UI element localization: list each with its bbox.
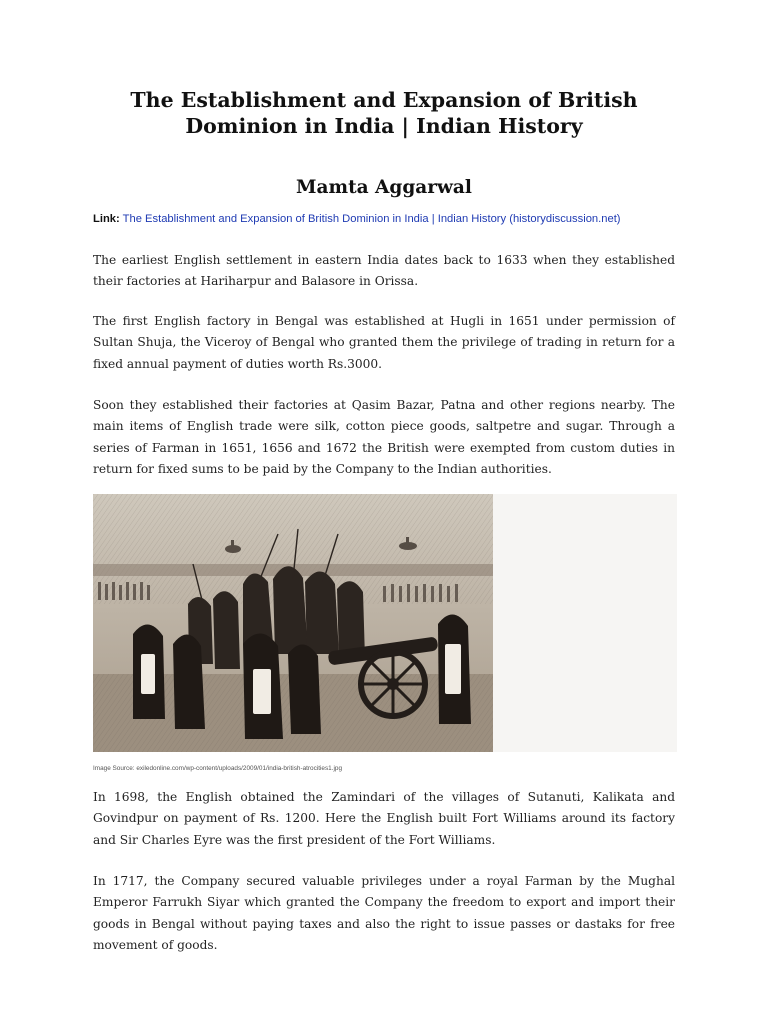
- paragraph-1: The earliest English settlement in eastern India dates back to 1633 when they established their factories at Hariharpur and Balasore in Orissa.: [93, 253, 675, 289]
- article-image-frame: [93, 494, 677, 752]
- paragraph-2: The first English factory in Bengal was established at Hugli in 1651 under permission of Sultan Shuja, the Viceroy of Bengal who granted them the privilege of trading in return for a fixed annual payment of duties worth Rs.3000.: [93, 314, 675, 371]
- paragraph-4: In 1698, the English obtained the Zamindari of the villages of Sutanuti, Kalikata and Govindpur on payment of Rs. 1200. Here the English built Fort Williams around its factory and Sir Charles Eyre was the first president of the Fort Williams.: [93, 790, 675, 847]
- paragraph-3: Soon they established their factories at Qasim Bazar, Patna and other regions nearby. The main items of English trade were silk, cotton piece goods, saltpetre and sugar. Through a series of Farman in 1651, 1656 and 1672 the British were exempted from custom duties in return for fixed sums to be paid by the Company to the Indian authorities.: [93, 398, 675, 476]
- link-label: Link:: [93, 213, 120, 225]
- paragraph-5: In 1717, the Company secured valuable privileges under a royal Farman by the Mughal Emperor Farrukh Siyar which granted the Company the freedom to export and import their goods in Bengal without paying taxes and also the right to issue passes or dastaks for free movement of goods.: [93, 874, 675, 952]
- source-link[interactable]: The Establishment and Expansion of British Dominion in India | Indian History (historydiscussion.net): [122, 213, 621, 225]
- article-title: The Establishment and Expansion of British Dominion in India | Indian History: [130, 88, 638, 138]
- image-caption: Image Source: exiledonline.com/wp-content/uploads/2009/01/india-british-atrocities1.jpg: [93, 765, 343, 772]
- source-link-line: [93, 211, 693, 227]
- article-author: Mamta Aggarwal: [296, 177, 472, 198]
- engraving-image: [93, 494, 493, 752]
